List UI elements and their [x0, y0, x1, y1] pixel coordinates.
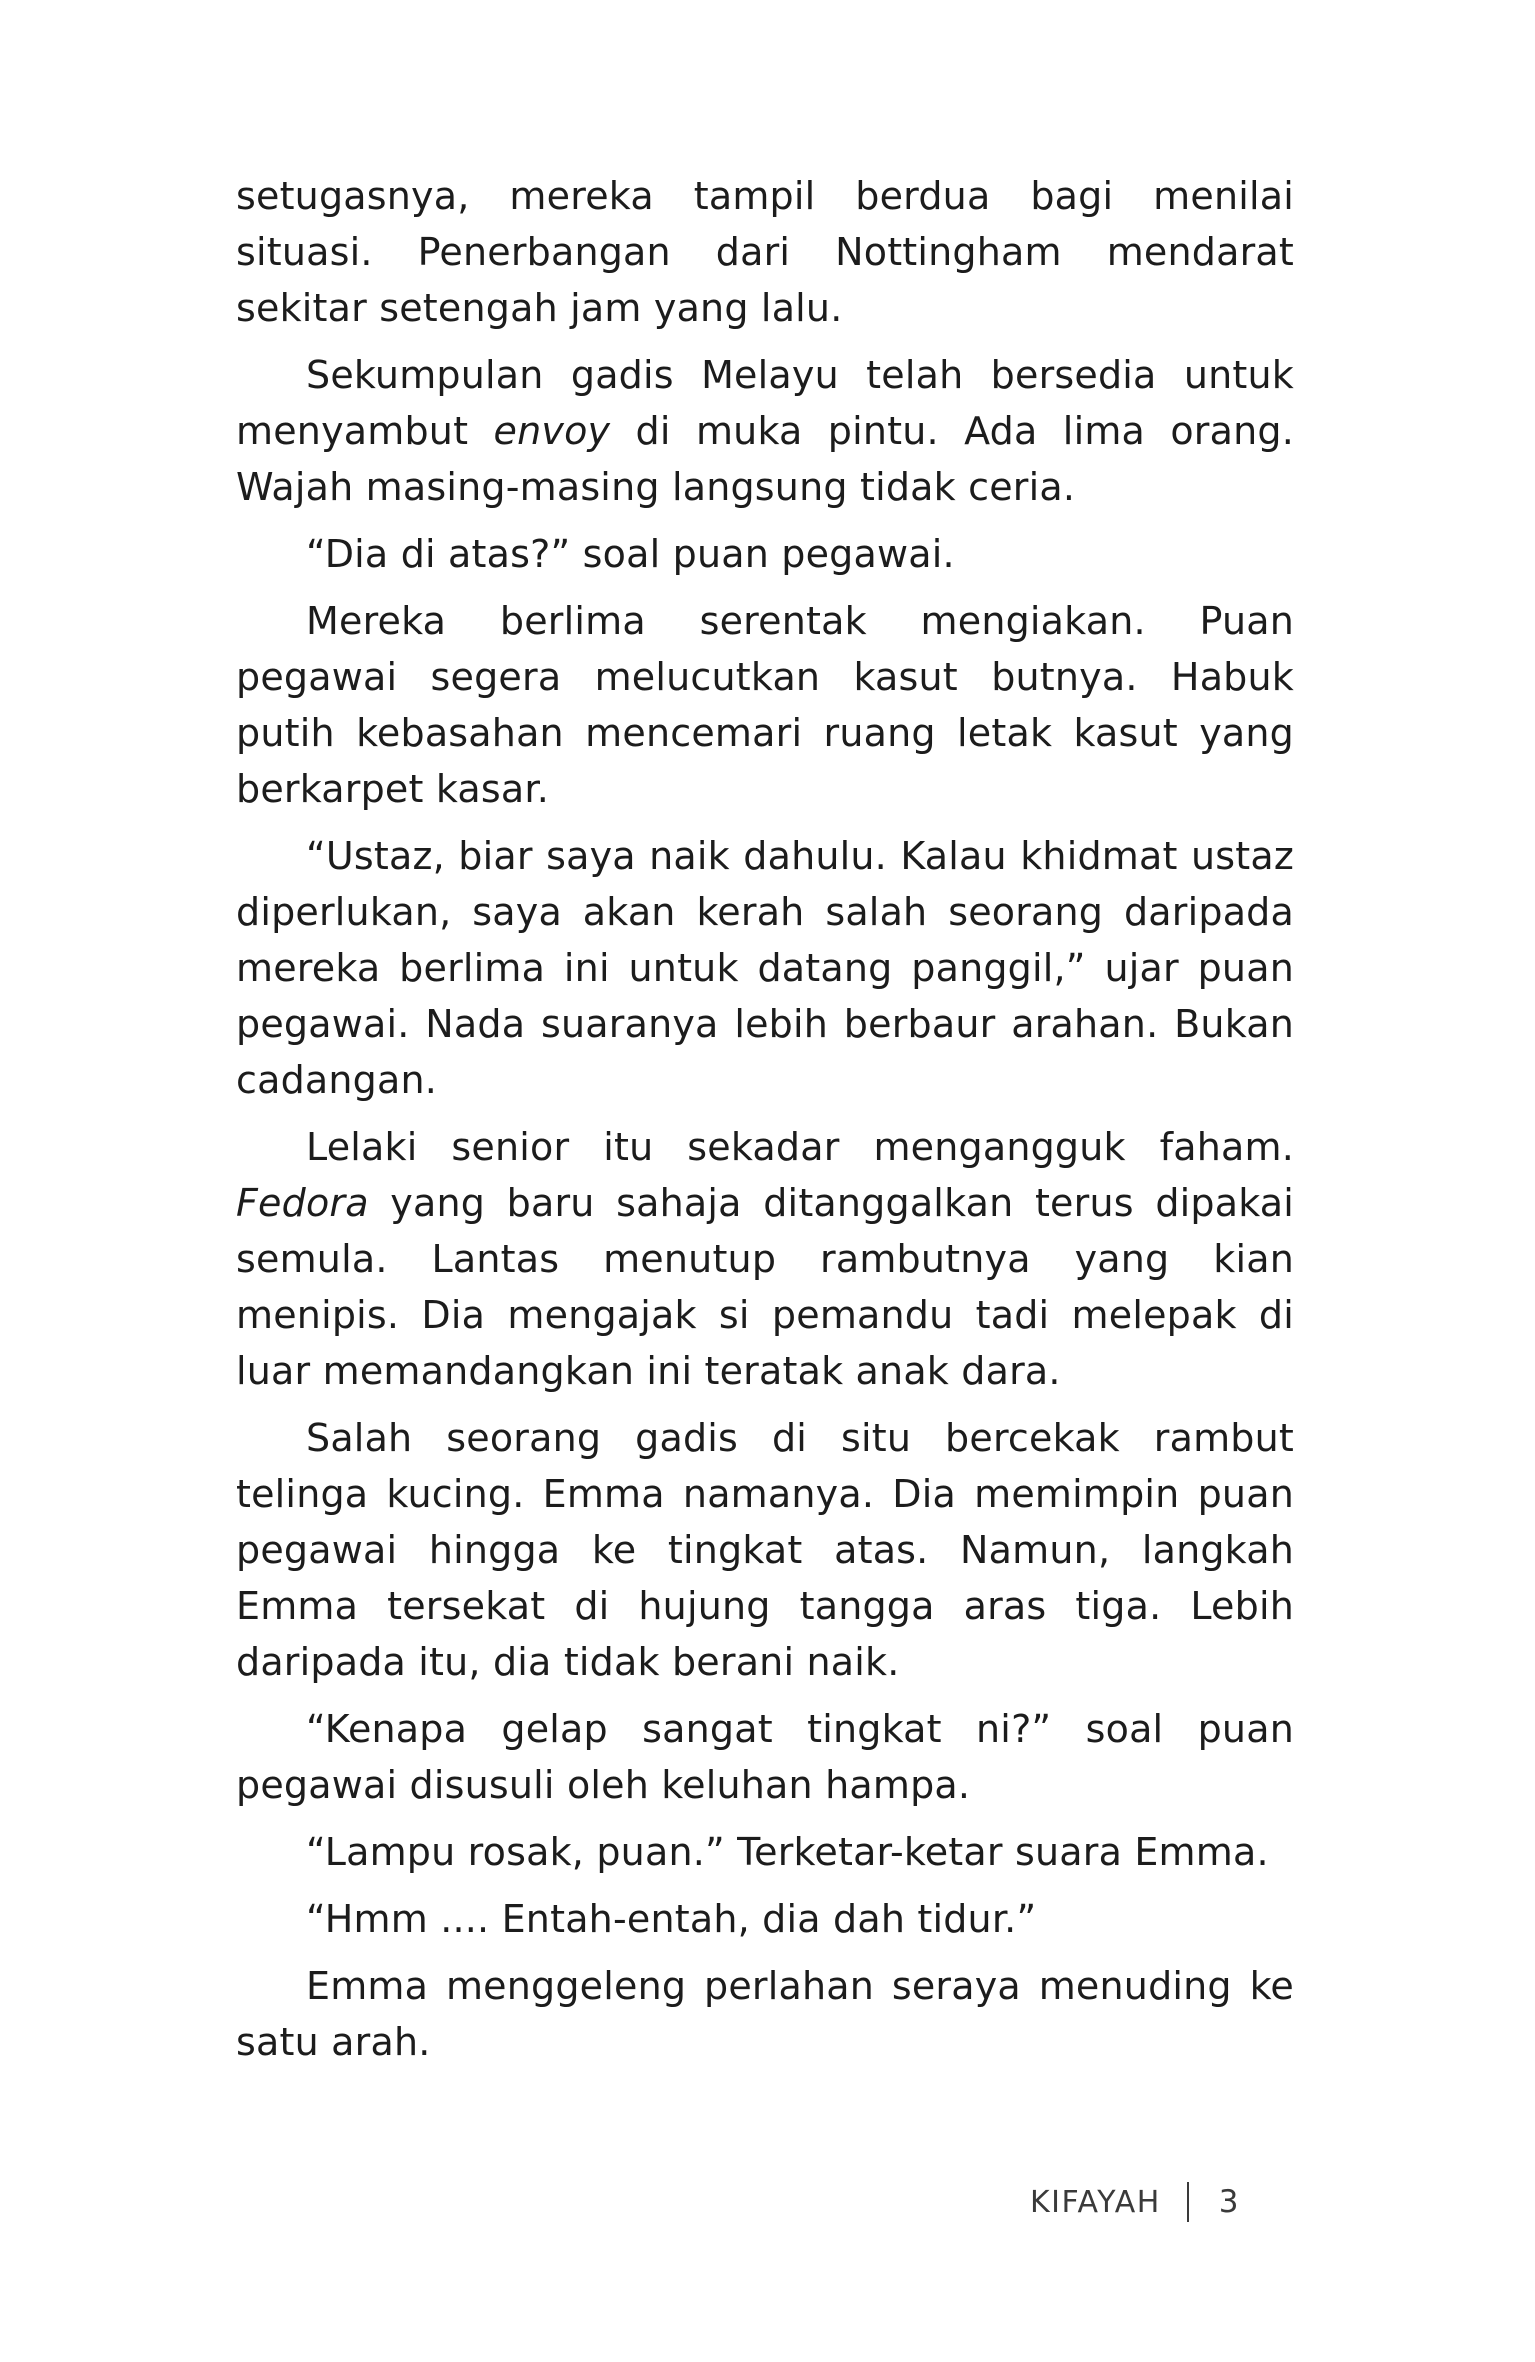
paragraph-2: [236, 347, 1294, 515]
paragraph-6: [236, 1119, 1294, 1399]
running-title: KIFAYAH: [1030, 2184, 1161, 2220]
paragraph-10: “Hmm .... Entah-entah, dia dah tidur.”: [306, 1897, 1037, 1941]
paragraph-1: setugasnya, mereka tampil berdua bagi menilai situasi. Penerbangan dari Nottingham mendarat sekitar setengah jam yang lalu.: [236, 174, 1294, 330]
page-footer: [1030, 2180, 1280, 2224]
paragraph-2-text-before: Sekumpulan gadis Melayu telah bersedia untuk menyambut: [236, 353, 1294, 453]
page-number: 3: [1218, 2184, 1239, 2220]
paragraph-6-italic-word: Fedora: [236, 1181, 369, 1225]
paragraph-4: Mereka berlima serentak mengiakan. Puan pegawai segera melucutkan kasut butnya. Habuk putih kebasahan mencemari ruang letak kasut yang berkarpet kasar.: [236, 599, 1294, 811]
paragraph-11: Emma menggeleng perlahan seraya menuding ke satu arah.: [236, 1964, 1294, 2064]
paragraph-6-text-before: Lelaki senior itu sekadar mengangguk faham.: [306, 1125, 1294, 1169]
page-body: [236, 168, 1294, 2081]
paragraph-8: “Kenapa gelap sangat tingkat ni?” soal puan pegawai disusuli oleh keluhan hampa.: [236, 1707, 1294, 1807]
paragraph-7: Salah seorang gadis di situ bercekak rambut telinga kucing. Emma namanya. Dia memimpin puan pegawai hingga ke tingkat atas. Namun, langkah Emma tersekat di hujung tangga aras tiga. Lebih daripada itu, dia tidak berani naik.: [236, 1416, 1294, 1684]
paragraph-2-text-after: di muka pintu. Ada lima orang. Wajah masing-masing langsung tidak ceria.: [236, 409, 1294, 509]
paragraph-9: “Lampu rosak, puan.” Terketar-ketar suara Emma.: [306, 1830, 1269, 1874]
footer-divider: [1187, 2182, 1189, 2222]
paragraph-5: “Ustaz, biar saya naik dahulu. Kalau khidmat ustaz diperlukan, saya akan kerah salah seorang daripada mereka berlima ini untuk datang panggil,” ujar puan pegawai. Nada suaranya lebih berbaur arahan. Bukan cadangan.: [236, 834, 1294, 1102]
paragraph-3: “Dia di atas?” soal puan pegawai.: [306, 532, 955, 576]
paragraph-2-italic-word: envoy: [493, 409, 611, 453]
paragraph-6-text-after: yang baru sahaja ditanggalkan terus dipakai semula. Lantas menutup rambutnya yang kian menipis. Dia mengajak si pemandu tadi melepak di luar memandangkan ini teratak anak dara.: [236, 1181, 1294, 1393]
